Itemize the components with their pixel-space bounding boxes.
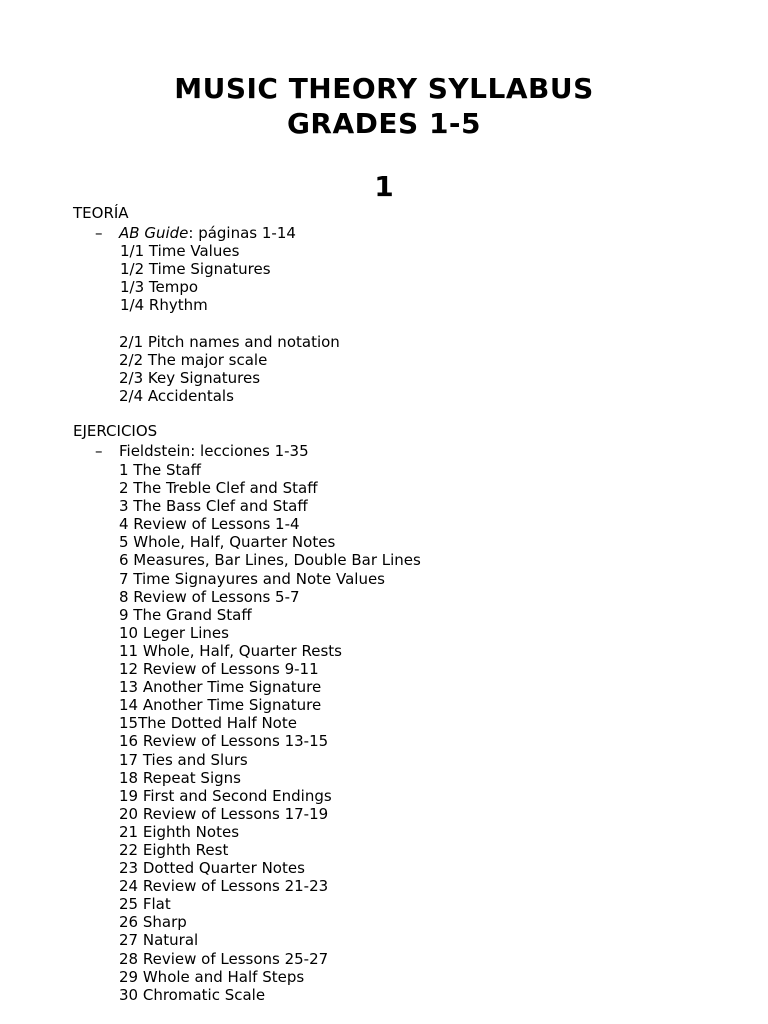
list-item: 4 Review of Lessons 1-4 [119,515,300,534]
list-item: 30 Chromatic Scale [119,985,266,1004]
teoria-source-bullet [95,226,296,241]
list-item: 29 Whole and Half Steps [119,967,305,986]
list-item: 24 Review of Lessons 21-23 [119,877,329,896]
list-item: 27 Natural [119,931,199,950]
list-item: 26 Sharp [119,913,187,932]
list-item: 3 The Bass Clef and Staff [119,497,308,516]
teoria-topic-list-2 [119,333,340,405]
list-item: 5 Whole, Half, Quarter Notes [119,533,336,552]
list-item: 23 Dotted Quarter Notes [119,859,305,878]
list-item: 21 Eighth Notes [119,822,240,841]
document-title: MUSIC THEORY SYLLABUS [174,72,594,105]
fieldstein-lessons: Fieldstein: lecciones 1-35 [119,442,309,460]
list-item: 8 Review of Lessons 5-7 [119,587,300,606]
list-item: 13 Another Time Signature [119,678,322,697]
list-item: 12 Review of Lessons 9-11 [119,660,319,679]
list-item: 22 Eighth Rest [119,840,229,859]
list-item: 18 Repeat Signs [119,768,241,787]
list-item: 16 Review of Lessons 13-15 [119,732,329,751]
list-item: 20 Review of Lessons 17-19 [119,804,329,823]
ab-guide-pages: : páginas 1-14 [188,224,296,242]
document-subtitle-grades: GRADES 1-5 [286,107,482,140]
ejercicios-section-heading: EJERCICIOS [73,422,158,440]
list-item: 9 The Grand Staff [119,605,252,624]
ejercicios-source-bullet [95,444,309,459]
list-item: 1/2 Time Signatures [120,260,271,279]
list-item: 15The Dotted Half Note [119,714,297,733]
list-item: 6 Measures, Bar Lines, Double Bar Lines [119,551,421,570]
list-item: 2/4 Accidentals [119,387,234,406]
list-item: 14 Another Time Signature [119,696,322,715]
list-item: 1/3 Tempo [120,278,199,297]
grade-number-heading: 1 [374,170,394,203]
list-item: 19 First and Second Endings [119,786,332,805]
list-item: 2/3 Key Signatures [119,369,261,388]
ejercicios-lesson-list [119,461,421,1004]
list-item: 11 Whole, Half, Quarter Rests [119,641,342,660]
list-item: 2/1 Pitch names and notation [119,333,340,351]
list-item: 1/1 Time Values [120,242,240,260]
list-item: 10 Leger Lines [119,623,229,642]
ab-guide-title: AB Guide [119,224,189,242]
list-item: 7 Time Signayures and Note Values [119,569,386,588]
list-item: 1 The Staff [119,461,201,479]
list-item: 1/4 Rhythm [120,296,208,315]
list-item: 2 The Treble Clef and Staff [119,479,318,498]
list-item: 17 Ties and Slurs [119,750,248,769]
teoria-section-heading: TEORÍA [73,204,129,222]
teoria-topic-list-1 [120,242,271,314]
list-item: 25 Flat [119,895,171,914]
bullet-dash: – [95,224,103,242]
bullet-dash: – [95,442,103,460]
list-item: 2/2 The major scale [119,351,268,370]
list-item: 28 Review of Lessons 25-27 [119,949,329,968]
